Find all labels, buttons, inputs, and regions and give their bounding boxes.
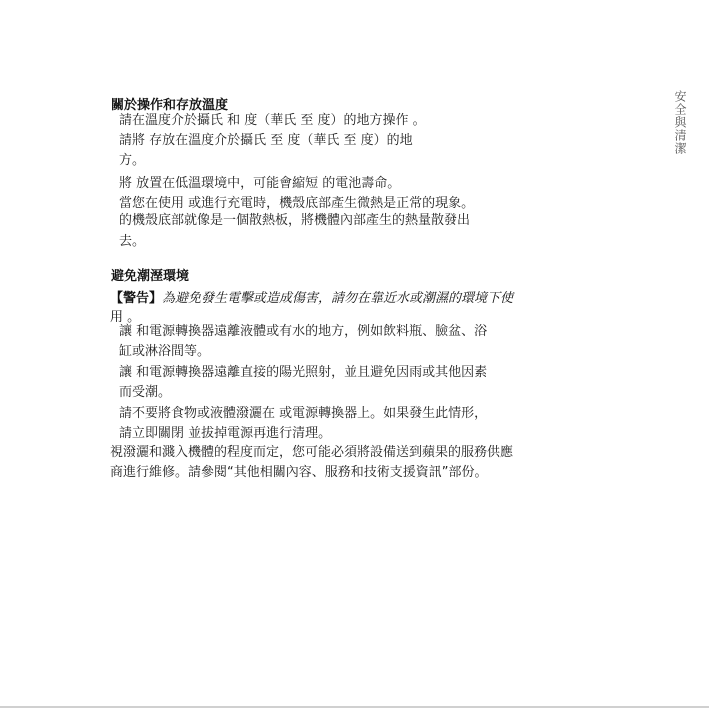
moisture-line-5: 請不要將食物或液體潑灑在 或電源轉換器上。如果發生此情形，: [119, 406, 488, 421]
moisture-line-4: 而受潮。: [119, 385, 172, 400]
temperature-line-6: 的機殼底部就像是一個散熱板，將機體內部產生的熱量散發出: [119, 213, 471, 228]
warning-line: [110, 287, 513, 306]
moisture-line-1: 讓 和電源轉換器遠離液體或有水的地方，例如飲料瓶、臉盆、浴: [119, 324, 488, 339]
moisture-line-6: 請立即關閉 並拔掉電源再進行清理。: [119, 426, 332, 441]
heading-temperature: 關於操作和存放溫度: [111, 98, 229, 113]
temperature-line-5: 當您在使用 或進行充電時，機殼底部產生微熱是正常的現象。: [119, 196, 475, 211]
service-note-line-1: 視潑灑和濺入機體的程度而定，您可能必須將設備送到蘋果的服務供應: [110, 445, 514, 460]
warning-text: 為避免發生電擊或造成傷害，請勿在靠近水或潮濕的環境下使: [162, 291, 514, 306]
section-side-label: 安全與清潔: [673, 90, 687, 155]
temperature-line-7: 去。: [119, 234, 146, 249]
page-bottom-rule: [0, 706, 709, 708]
temperature-line-4: 將 放置在低溫環境中，可能會縮短 的電池壽命。: [119, 176, 401, 191]
heading-moisture: 避免潮溼環境: [111, 269, 190, 284]
temperature-line-3: 方。: [119, 153, 146, 168]
moisture-line-2: 缸或淋浴間等。: [119, 344, 211, 359]
warning-tag: 【警告】: [110, 291, 163, 306]
temperature-line-1: 請在溫度介於攝氏 和 度（華氏 至 度）的地方操作 。: [119, 113, 426, 128]
service-note-line-2: 商進行維修。請參閱“其他相關內容、服務和技術支援資訊”部份。: [110, 465, 488, 480]
warning-continuation: 用 。: [110, 310, 141, 325]
moisture-line-3: 讓 和電源轉換器遠離直接的陽光照射，並且避免因雨或其他因素: [119, 365, 488, 380]
temperature-line-2: 請將 存放在溫度介於攝氏 至 度（華氏 至 度）的地: [119, 133, 413, 148]
